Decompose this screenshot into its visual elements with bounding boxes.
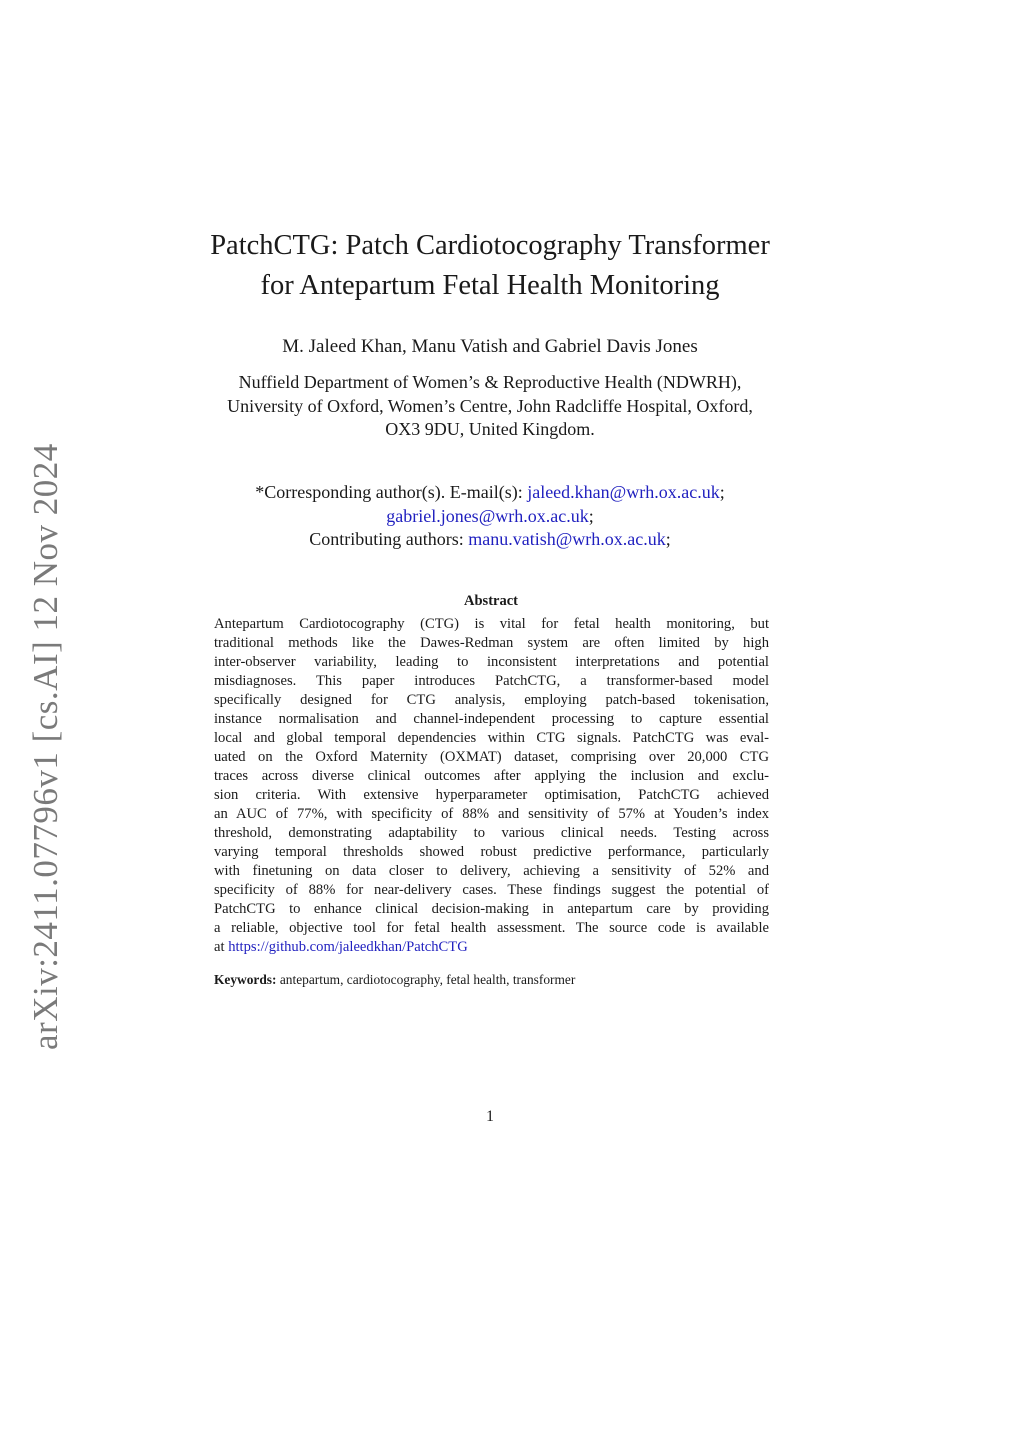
abstract-last-line-prefix: at <box>214 939 229 955</box>
keywords-label: Keywords: <box>214 972 277 987</box>
abstract-line: instance normalisation and channel-independent processing to capture essential <box>214 711 769 727</box>
abstract-line: PatchCTG to enhance clinical decision-making in antepartum care by providing <box>214 901 769 917</box>
corresponding-line-1 <box>160 481 820 505</box>
email-separator: ; <box>665 529 671 549</box>
email-link-jones[interactable]: gabriel.jones@wrh.ox.ac.uk <box>386 505 589 526</box>
keywords <box>214 971 769 989</box>
affiliation-line-3: OX3 9DU, United Kingdom. <box>385 419 595 439</box>
abstract-last-line <box>214 938 769 957</box>
abstract-line: sion criteria. With extensive hyperparameter optimisation, PatchCTG achieved <box>214 787 769 803</box>
arxiv-identifier-stamp: arXiv:2411.07796v1 [cs.AI] 12 Nov 2024 <box>26 443 65 1050</box>
author-list: M. Jaleed Khan, Manu Vatish and Gabriel Davis Jones <box>282 336 698 357</box>
title-line-1: PatchCTG: Patch Cardiotocography Transformer <box>210 230 770 261</box>
abstract-line: Antepartum Cardiotocography (CTG) is vital for fetal health monitoring, but <box>214 616 769 632</box>
corresponding-prefix: *Corresponding author(s). E-mail(s): <box>255 482 528 502</box>
abstract-line: a reliable, objective tool for fetal health assessment. The source code is available <box>214 920 769 936</box>
email-link-vatish[interactable]: manu.vatish@wrh.ox.ac.uk <box>468 529 666 549</box>
keywords-text: antepartum, cardiotocography, fetal health, transformer <box>276 972 576 987</box>
abstract-line: traditional methods like the Dawes-Redman system are often limited by high <box>214 635 769 651</box>
abstract-line: traces across diverse clinical outcomes after applying the inclusion and exclu- <box>214 768 769 784</box>
contributing-prefix: Contributing authors: <box>309 529 469 549</box>
source-code-link[interactable]: https://github.com/jaleedkhan/PatchCTG <box>228 939 468 955</box>
email-link-khan[interactable]: jaleed.khan@wrh.ox.ac.uk <box>527 482 720 502</box>
affiliation-line-1: Nuffield Department of Women’s & Reproductive Health (NDWRH), <box>238 372 742 392</box>
title-line-2: for Antepartum Fetal Health Monitoring <box>260 270 720 301</box>
affiliation <box>160 371 820 442</box>
abstract-line: varying temporal thresholds showed robust predictive performance, particularly <box>214 844 769 860</box>
corresponding-line-3 <box>160 528 820 552</box>
abstract-line: uated on the Oxford Maternity (OXMAT) dataset, comprising over 20,000 CTG <box>214 749 769 765</box>
corresponding-authors <box>160 481 820 552</box>
corresponding-line-2 <box>160 505 820 529</box>
email-separator: ; <box>719 482 725 502</box>
affiliation-line-2: University of Oxford, Women’s Centre, John Radcliffe Hospital, Oxford, <box>227 395 753 416</box>
paper-title <box>160 226 820 306</box>
abstract-line: an AUC of 77%, with specificity of 88% and sensitivity of 57% at Youden’s index <box>214 806 769 822</box>
abstract-line: specifically designed for CTG analysis, employing patch-based tokenisation, <box>214 692 769 708</box>
email-separator: ; <box>588 505 594 526</box>
abstract-line: threshold, demonstrating adaptability to various clinical needs. Testing across <box>214 825 769 841</box>
abstract-line: local and global temporal dependencies within CTG signals. PatchCTG was eval- <box>214 730 769 746</box>
abstract-line: misdiagnoses. This paper introduces PatchCTG, a transformer-based model <box>214 673 769 689</box>
abstract-heading: Abstract <box>464 593 518 609</box>
page-number: 1 <box>486 1108 494 1125</box>
abstract-line: specificity of 88% for near-delivery cases. These findings suggest the potential of <box>214 882 769 898</box>
abstract-body <box>214 615 769 957</box>
abstract-line: with finetuning on data closer to delivery, achieving a sensitivity of 52% and <box>214 863 769 879</box>
abstract-line: inter-observer variability, leading to inconsistent interpretations and potential <box>214 654 769 670</box>
